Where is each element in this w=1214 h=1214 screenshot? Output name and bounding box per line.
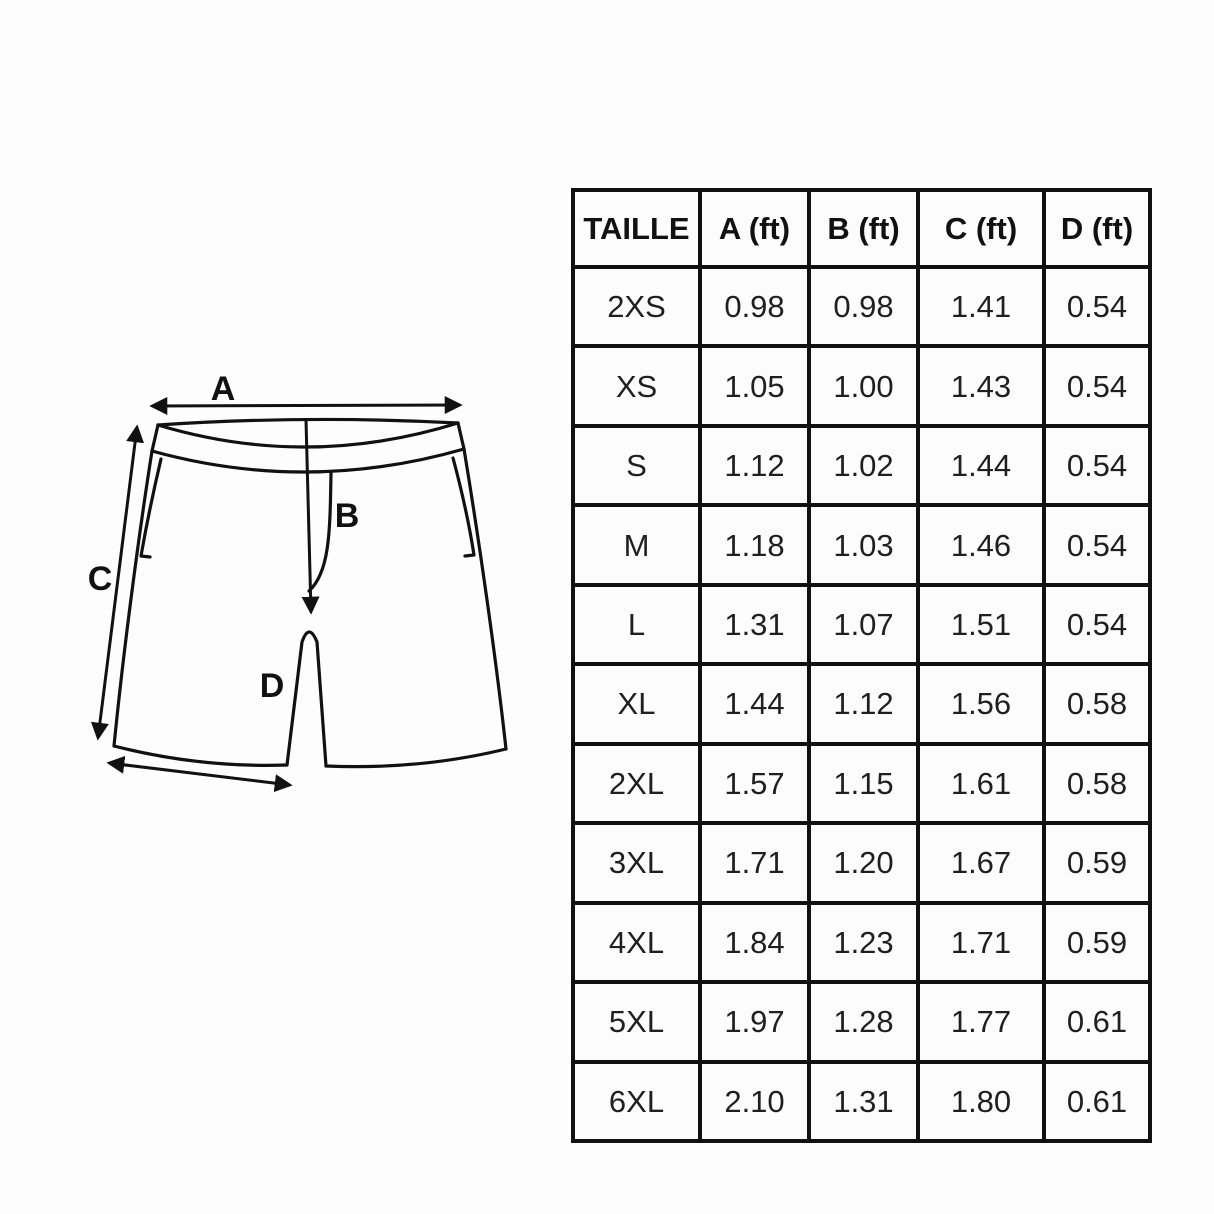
- measurement-cell: 1.44: [700, 664, 809, 743]
- size-chart: [571, 188, 1152, 1143]
- measurement-cell: 1.12: [700, 426, 809, 505]
- right-pocket-line: [453, 458, 474, 556]
- size-label-cell: L: [573, 585, 700, 664]
- measurement-cell: 1.67: [918, 823, 1044, 902]
- measurement-cell: 0.54: [1044, 346, 1150, 425]
- measurement-cell: 1.43: [918, 346, 1044, 425]
- right-leg-hem: [326, 749, 506, 767]
- measurement-cell: 0.54: [1044, 505, 1150, 584]
- size-label-cell: XS: [573, 346, 700, 425]
- waistband-back-arc: [158, 419, 458, 425]
- table-row: [573, 585, 1150, 664]
- measurement-cell: 1.44: [918, 426, 1044, 505]
- measurement-cell: 1.41: [918, 267, 1044, 346]
- measurement-cell: 1.84: [700, 903, 809, 982]
- measurement-cell: 1.31: [809, 1062, 918, 1141]
- label-a: A: [210, 370, 236, 408]
- measurement-cell: 1.56: [918, 664, 1044, 743]
- measurement-cell: 1.31: [700, 585, 809, 664]
- size-chart-table: [571, 188, 1152, 1143]
- measurement-cell: 1.05: [700, 346, 809, 425]
- size-label-cell: S: [573, 426, 700, 505]
- measurement-cell: 1.15: [809, 744, 918, 823]
- measurement-cell: 1.77: [918, 982, 1044, 1061]
- measurement-cell: 0.59: [1044, 823, 1150, 902]
- measurement-cell: 2.10: [700, 1062, 809, 1141]
- table-row: [573, 903, 1150, 982]
- size-label-cell: 2XS: [573, 267, 700, 346]
- table-row: [573, 267, 1150, 346]
- measurement-cell: 0.98: [700, 267, 809, 346]
- column-header-a: A (ft): [700, 190, 809, 267]
- table-row: [573, 744, 1150, 823]
- measurement-cell: 0.58: [1044, 664, 1150, 743]
- measurement-cell: 1.61: [918, 744, 1044, 823]
- measurement-cell: 0.98: [809, 267, 918, 346]
- column-header-b: B (ft): [809, 190, 918, 267]
- column-header-d: D (ft): [1044, 190, 1150, 267]
- measurement-cell: 1.97: [700, 982, 809, 1061]
- left-leg-hem: [114, 746, 287, 765]
- measurement-cell: 0.54: [1044, 585, 1150, 664]
- table-row: [573, 426, 1150, 505]
- label-c: C: [87, 560, 113, 598]
- size-label-cell: 5XL: [573, 982, 700, 1061]
- measurement-cell: 1.02: [809, 426, 918, 505]
- measurement-cell: 0.61: [1044, 1062, 1150, 1141]
- measurement-cell: 1.46: [918, 505, 1044, 584]
- right-outer-seam: [464, 449, 506, 749]
- measurement-cell: 1.03: [809, 505, 918, 584]
- measure-arrow-a: [152, 405, 460, 406]
- size-label-cell: 6XL: [573, 1062, 700, 1141]
- measurement-cell: 1.71: [918, 903, 1044, 982]
- measurement-cell: 1.18: [700, 505, 809, 584]
- table-row: [573, 664, 1150, 743]
- table-row: [573, 1062, 1150, 1141]
- waistband-right-edge: [458, 423, 464, 449]
- measurement-cell: 1.23: [809, 903, 918, 982]
- column-header-size: TAILLE: [573, 190, 700, 267]
- label-b: B: [334, 497, 360, 535]
- measurement-cell: 1.57: [700, 744, 809, 823]
- table-row: [573, 346, 1150, 425]
- size-label-cell: 2XL: [573, 744, 700, 823]
- size-label-cell: XL: [573, 664, 700, 743]
- measurement-cell: 1.28: [809, 982, 918, 1061]
- crotch-notch: [287, 632, 326, 766]
- header-row: [573, 190, 1150, 267]
- measurement-cell: 1.71: [700, 823, 809, 902]
- label-d: D: [259, 667, 285, 705]
- measurement-cell: 0.61: [1044, 982, 1150, 1061]
- measurement-cell: 0.59: [1044, 903, 1150, 982]
- measurement-cell: 1.00: [809, 346, 918, 425]
- measurement-cell: 1.20: [809, 823, 918, 902]
- measurement-cell: 0.58: [1044, 744, 1150, 823]
- size-label-cell: 4XL: [573, 903, 700, 982]
- measurement-cell: 1.07: [809, 585, 918, 664]
- table-row: [573, 823, 1150, 902]
- fly-seam: [309, 473, 331, 591]
- left-outer-seam: [114, 451, 152, 746]
- measurement-cell: 1.12: [809, 664, 918, 743]
- table-row: [573, 505, 1150, 584]
- column-header-c: C (ft): [918, 190, 1044, 267]
- table-row: [573, 982, 1150, 1061]
- measurement-cell: 0.54: [1044, 426, 1150, 505]
- size-label-cell: M: [573, 505, 700, 584]
- measurement-cell: 1.51: [918, 585, 1044, 664]
- measure-arrow-b: [306, 420, 311, 612]
- measurement-cell: 0.54: [1044, 267, 1150, 346]
- measurement-cell: 1.80: [918, 1062, 1044, 1141]
- size-label-cell: 3XL: [573, 823, 700, 902]
- waistband-left-edge: [152, 425, 158, 451]
